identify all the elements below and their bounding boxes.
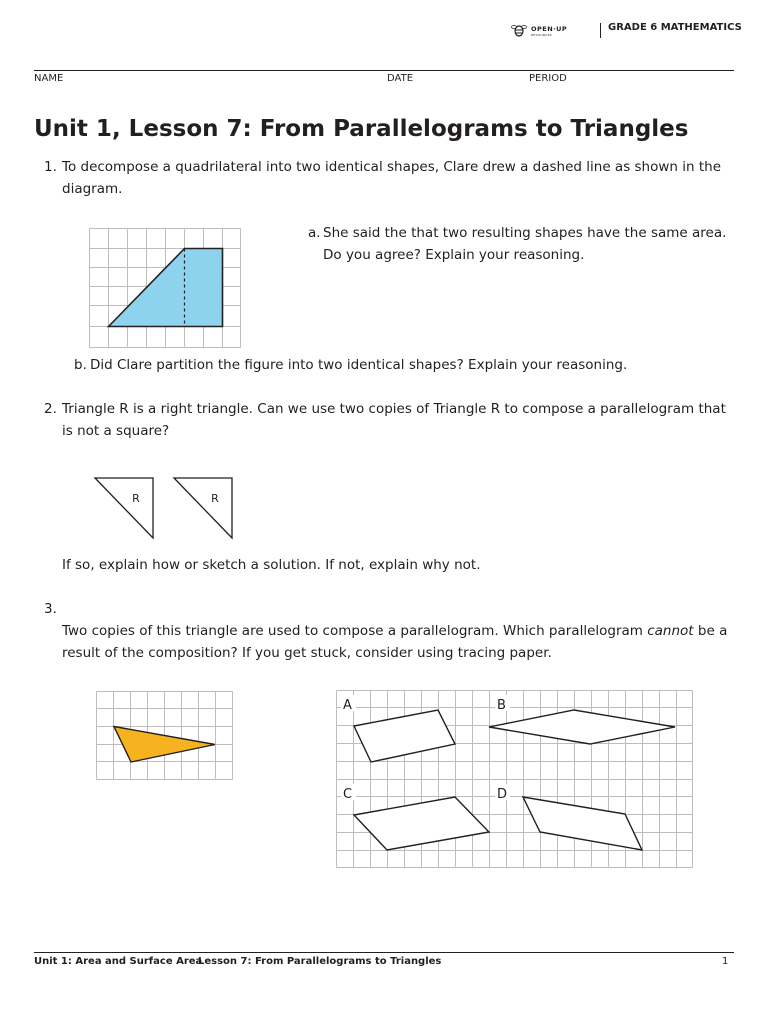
footer-unit: Unit 1: Area and Surface Area: [34, 956, 203, 967]
bee-icon: [511, 23, 527, 39]
q2-followup: If so, explain how or sketch a solution. If not, explain why not.: [62, 557, 481, 573]
q3-number: 3.: [44, 601, 57, 617]
triangle-r-1: [95, 478, 153, 538]
q1-diagram: [88, 228, 242, 348]
triangle-r-1-label: R: [132, 492, 140, 505]
q1-number: 1.: [44, 159, 57, 175]
q2-triangles: [92, 476, 237, 542]
logo-subtext: RESOURCES: [531, 33, 552, 37]
q3-text: [62, 620, 734, 664]
q1a-label: a.: [308, 225, 321, 241]
name-line: [34, 70, 734, 71]
q3-options-diagram: [336, 690, 694, 870]
header-divider: [600, 23, 601, 38]
grade-label: GRADE 6 MATHEMATICS: [608, 22, 742, 33]
parallelogram-c: [354, 797, 489, 850]
page-title: Unit 1, Lesson 7: From Parallelograms to Triangles: [34, 116, 689, 142]
date-label: DATE: [387, 73, 414, 84]
q1-text: To decompose a quadrilateral into two identical shapes, Clare drew a dashed line as shown in the diagram.: [62, 159, 722, 197]
page-number: 1: [722, 956, 729, 967]
period-label: PERIOD: [529, 73, 567, 84]
option-d-label: D: [497, 787, 508, 802]
parallelogram-b: [489, 710, 675, 744]
triangle-r-2: [174, 478, 232, 538]
q1a-text: She said the that two resulting shapes have the same area. Do you agree? Explain your reasoning.: [323, 225, 727, 263]
footer-lesson: Lesson 7: From Parallelograms to Triangles: [198, 956, 442, 967]
open-up-logo: [511, 22, 591, 40]
q2-number: 2.: [44, 401, 57, 417]
option-c-label: C: [343, 787, 353, 802]
logo-text: OPEN·UP: [531, 25, 568, 33]
q3-text-before: Two copies of this triangle are used to compose a parallelogram. Which parallelogram: [62, 623, 648, 639]
q3-text-emph: cannot: [647, 623, 694, 639]
triangle-r-2-label: R: [211, 492, 219, 505]
option-b-label: B: [497, 698, 506, 713]
footer-line: [34, 952, 734, 953]
name-label: NAME: [34, 73, 64, 84]
q1b-text: Did Clare partition the figure into two identical shapes? Explain your reasoning.: [90, 357, 628, 373]
q1b-label: b.: [74, 357, 87, 373]
option-a-label: A: [343, 698, 352, 713]
q2-text: Triangle R is a right triangle. Can we use two copies of Triangle R to compose a parallelogram that is not a square?: [62, 401, 726, 439]
q3-text-after: be a result of the composition? If you get stuck, consider using tracing paper.: [62, 623, 728, 661]
q3-triangle-diagram: [96, 691, 234, 781]
parallelogram-a: [354, 710, 455, 762]
